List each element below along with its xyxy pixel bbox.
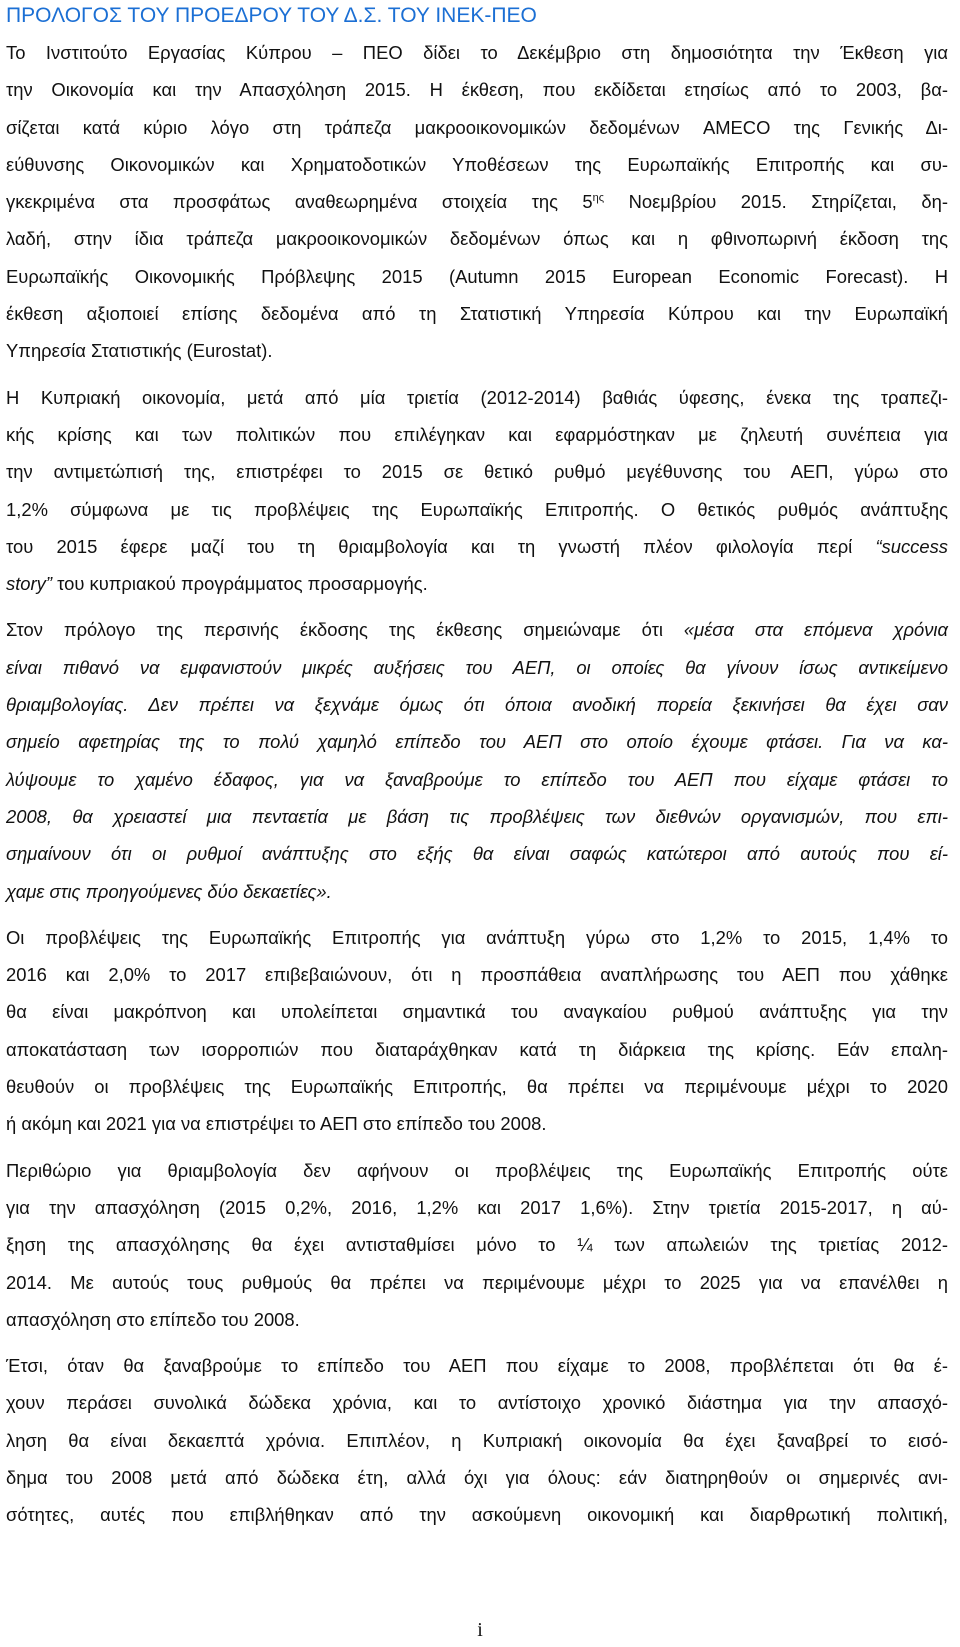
text-line: την αντιμετώπισή της, επιστρέφει το 2015 σε θετικό ρυθμό μεγέθυνσης του ΑΕΠ, γύρω στο (6, 461, 948, 483)
text-run: γκεκριμένα στα προσφάτως αναθεωρημένα στοιχεία της 5 (6, 191, 593, 213)
ordinal-superscript: ης (592, 192, 605, 205)
text-line: λαδή, στην ίδια τράπεζα μακροοικονομικών δεδομένων όπως και η φθινοπωρινή έκδοση της (6, 228, 948, 250)
text-line: θευθούν οι προβλέψεις της Ευρωπαϊκής Επιτροπής, θα πρέπει να περιμένουμε μέχρι το 2020 (6, 1076, 948, 1098)
paragraph-6 (6, 1347, 948, 1533)
text-line: κής κρίσης και των πολιτικών που επιλέγηκαν και εφαρμόστηκαν με ζηλευτή συνέπεια για (6, 423, 948, 445)
text-line: Περιθώριο για θριαμβολογία δεν αφήνουν οι προβλέψεις της Ευρωπαϊκής Επιτροπής ούτε (6, 1159, 948, 1181)
text-line: 2014. Με αυτούς τους ρυθμούς θα πρέπει να περιμένουμε μέχρι το 2025 για να επανέλθει η (6, 1271, 948, 1293)
text-run: Στηρίζεται, δη- (811, 191, 948, 213)
text-line: Οι προβλέψεις της Ευρωπαϊκής Επιτροπής για ανάπτυξη γύρω στο 1,2% το 2015, 1,4% το (6, 926, 948, 948)
text-line: αποκατάσταση των ισορροπιών που διαταράχθηκαν κατά τη διάρκεια της κρίσης. Εάν επαλη- (6, 1038, 948, 1060)
italic-run: “success (875, 535, 948, 557)
text-line: έκθεση αξιοποιεί επίσης δεδομένα από τη Στατιστική Υπηρεσία Κύπρου και την Ευρωπαϊκή (6, 303, 948, 325)
text-line: Το Ινστιτούτο Εργασίας Κύπρου – ΠΕΟ δίδει το Δεκέμβριο στη δημοσιότητα την Έκθεση για (6, 42, 948, 63)
text-run: του 2015 έφερε μαζί του τη θριαμβολογία και τη γνωστή πλέον φιλολογία περί (6, 535, 876, 557)
text-line (6, 183, 948, 220)
text-line: σότητες, αυτές που επιβλήθηκαν από την ασκούμενη οικονομική και διαρθρωτική πολιτική, (6, 1504, 948, 1526)
text-line: χουν περάσει συνολικά δώδεκα χρόνια, και το αντίστοιχο χρονικό διάστημα για την απασχό- (6, 1392, 948, 1414)
text-line: Έτσι, όταν θα ξαναβρούμε το επίπεδο του ΑΕΠ που είχαμε το 2008, προβλέπεται ότι θα έ- (6, 1355, 948, 1377)
paragraph-2 (6, 379, 948, 603)
text-run: Νοεμβρίου 2015. (604, 191, 812, 213)
italic-run: «μέσα στα επόμενα χρόνια (683, 619, 948, 641)
italic-line: σημαίνουν ότι οι ρυθμοί ανάπτυξης στο εξής θα είναι σαφώς κατώτεροι από αυτούς που εί- (6, 843, 948, 865)
document-page (6, 0, 948, 1534)
text-run: του κυπριακού προγράμματος προσαρμογής. (51, 573, 428, 595)
page-number: i (477, 1619, 483, 1641)
text-line (6, 528, 948, 565)
italic-line: σημείο αφετηρίας της το πολύ χαμηλό επίπεδο του ΑΕΠ στο οποίο έχουμε φτάσει. Για να κα- (6, 731, 948, 753)
text-line: Υπηρεσία Στατιστικής (Eurostat). (6, 340, 273, 362)
italic-run: story” (6, 573, 52, 595)
text-line (6, 611, 948, 648)
page-title: ΠΡΟΛΟΓΟΣ ΤΟΥ ΠΡΟΕΔΡΟΥ ΤΟΥ Δ.Σ. ΤΟΥ ΙΝΕΚ-ΠΕΟ (6, 4, 537, 27)
text-line: Η Κυπριακή οικονομία, μετά από μία τριετία (2012-2014) βαθιάς ύφεσης, ένεκα της τραπεζι- (6, 386, 948, 408)
italic-line: θριαμβολογίας. Δεν πρέπει να ξεχνάμε όμως ότι όποια ανοδική πορεία ξεκινήσει θα έχει σαν (6, 694, 948, 716)
text-line: ληση θα είναι δεκαεπτά χρόνια. Επιπλέον, η Κυπριακή οικονομία θα έχει ξαναβρεί το εισό- (6, 1429, 948, 1451)
paragraph-4 (6, 919, 948, 1143)
text-line: 2016 και 2,0% το 2017 επιβεβαιώνουν, ότι η προσπάθεια αναπλήρωσης του ΑΕΠ που χάθηκε (6, 964, 948, 986)
text-line: απασχόληση στο επίπεδο του 2008. (6, 1308, 300, 1330)
italic-line: λύψουμε το χαμένο έδαφος, για να ξαναβρούμε το επίπεδο του ΑΕΠ που είχαμε φτάσει το (6, 768, 948, 790)
paragraph-3 (6, 611, 948, 909)
italic-line: είναι πιθανό να εμφανιστούν μικρές αυξήσεις του ΑΕΠ, οι οποίες θα γίνουν ίσως αντικείμενο (6, 656, 948, 678)
text-line (6, 565, 948, 602)
text-line: δημα του 2008 μετά από δώδεκα έτη, αλλά όχι για όλους: εάν διατηρηθούν οι σημερινές ανι- (6, 1466, 948, 1488)
text-line: σίζεται κατά κύριο λόγο στη τράπεζα μακροοικονομικών δεδομένων AMECO της Γενικής Δι- (6, 116, 948, 138)
text-line: θα είναι μακρόπνοη και υπολείπεται σημαντικά του αναγκαίου ρυθμού ανάπτυξης για την (6, 1001, 948, 1023)
text-line: για την απασχόληση (2015 0,2%, 2016, 1,2% και 2017 1,6%). Στην τριετία 2015-2017, η αύ- (6, 1196, 948, 1218)
text-run: Στον πρόλογο της περσινής έκδοσης της έκθεσης σημειώναμε ότι (6, 619, 684, 641)
text-line: ξηση της απασχόλησης θα έχει αντισταθμίσει μόνο το ¼ των απωλειών της τριετίας 2012- (6, 1234, 948, 1256)
italic-line: 2008, θα χρειαστεί μια πενταετία με βάση τις προβλέψεις των διεθνών οργανισμών, που επι- (6, 805, 948, 827)
italic-line: χαμε στις προηγούμενες δύο δεκαετίες». (6, 880, 332, 902)
text-line: 1,2% σύμφωνα με τις προβλέψεις της Ευρωπαϊκής Επιτροπής. Ο θετικός ρυθμός ανάπτυξης (6, 498, 948, 520)
paragraph-5 (6, 1152, 948, 1338)
paragraph-1 (6, 34, 948, 370)
text-line: την Οικονομία και την Απασχόληση 2015. Η έκθεση, που εκδίδεται ετησίως από το 2003, βα- (6, 79, 948, 101)
text-line: εύθυνσης Οικονομικών και Χρηματοδοτικών Υποθέσεων της Ευρωπαϊκής Επιτροπής και συ- (6, 153, 948, 175)
text-line: ή ακόμη και 2021 για να επιστρέψει το ΑΕΠ στο επίπεδο του 2008. (6, 1113, 547, 1135)
text-line: Ευρωπαϊκής Οικονομικής Πρόβλεψης 2015 (Autumn 2015 European Economic Forecast). Η (6, 265, 948, 287)
